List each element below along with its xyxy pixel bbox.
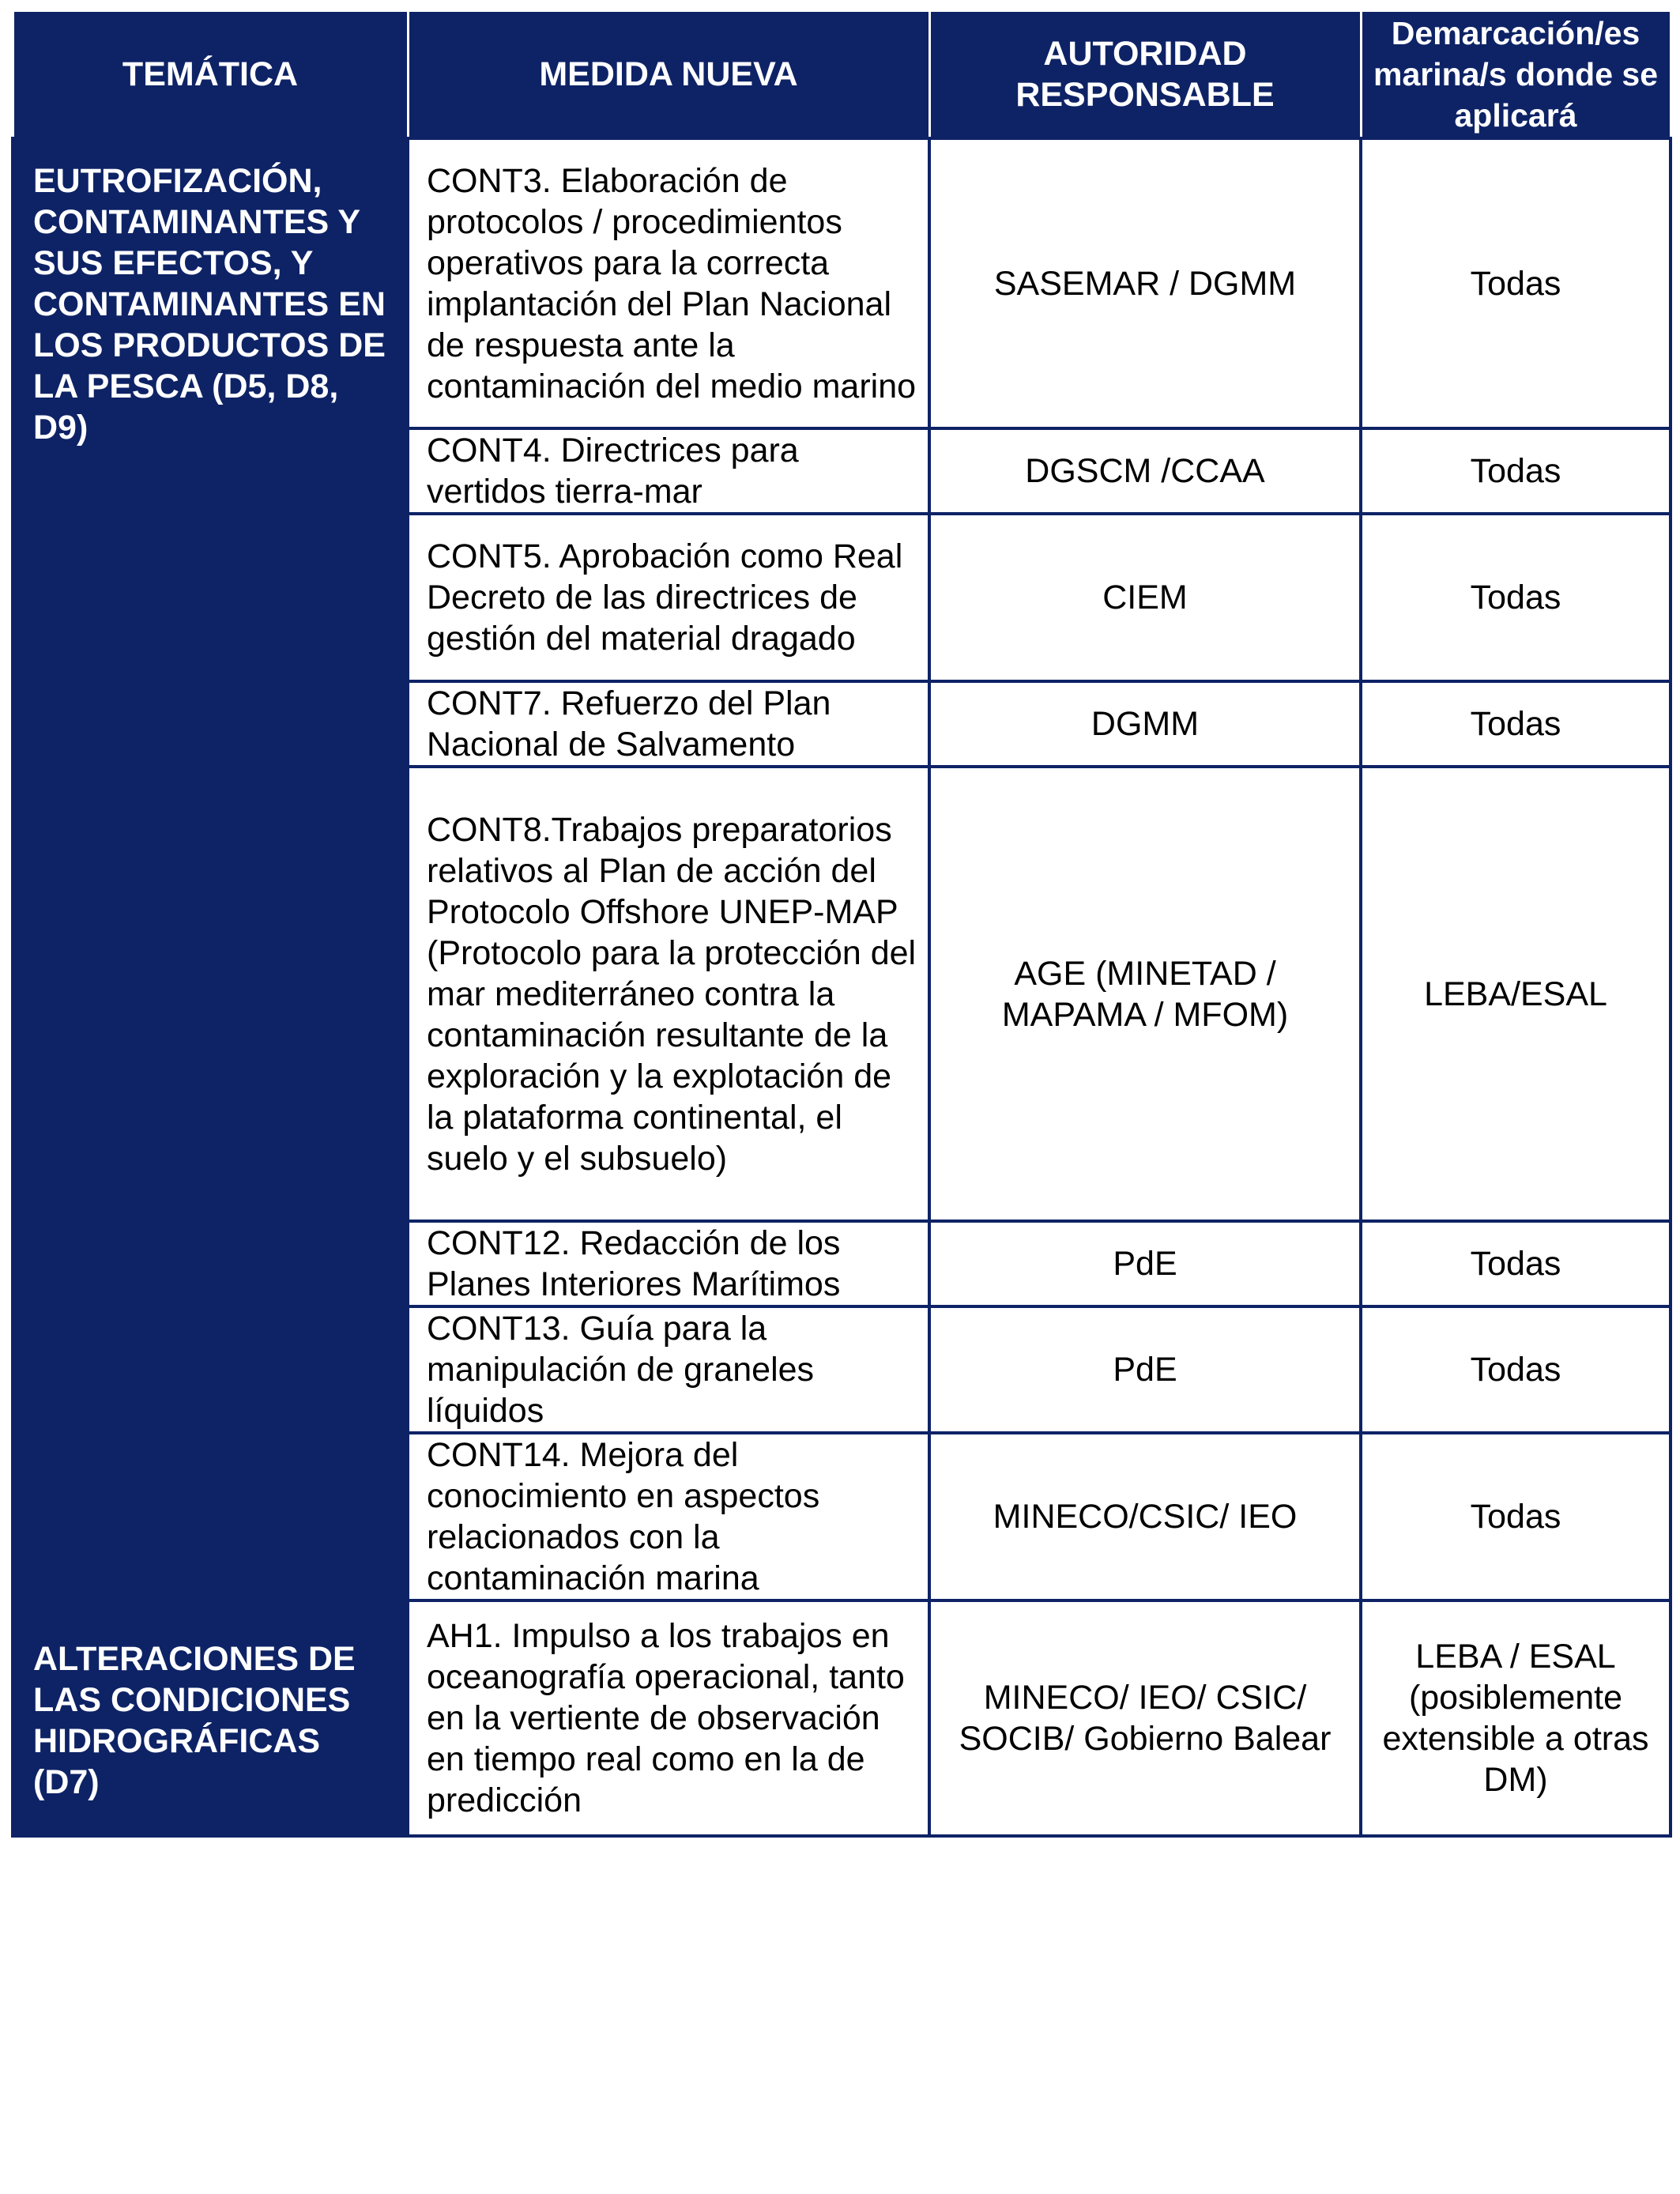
measure-cell: CONT8.Trabajos preparatorios relativos al Plan de acción del Protocolo Offshore UNEP-MAP (Protocolo para la protección del mar mediterráneo contra la contaminación resultante de la exploración y la explotación de la plataforma continental, el suelo y el subsuelo) [408, 767, 929, 1221]
authority-cell: CIEM [929, 514, 1361, 681]
demarcation-cell: LEBA/ESAL [1361, 767, 1671, 1221]
header-medida: MEDIDA NUEVA [408, 11, 929, 139]
measure-cell: CONT3. Elaboración de protocolos / procedimientos operativos para la correcta implantación del Plan Nacional de respuesta ante la contaminación del medio marino [408, 138, 929, 428]
demarcation-cell: Todas [1361, 1306, 1671, 1433]
authority-cell: SASEMAR / DGMM [929, 138, 1361, 428]
measure-cell: CONT5. Aprobación como Real Decreto de las directrices de gestión del material dragado [408, 514, 929, 681]
measure-cell: CONT7. Refuerzo del Plan Nacional de Salvamento [408, 681, 929, 767]
header-autoridad: AUTORIDAD RESPONSABLE [929, 11, 1361, 139]
demarcation-cell: Todas [1361, 1221, 1671, 1306]
header-tematica: TEMÁTICA [13, 11, 408, 139]
header-row [13, 11, 1671, 139]
table-row [13, 138, 1671, 428]
authority-cell: PdE [929, 1306, 1361, 1433]
authority-cell: DGMM [929, 681, 1361, 767]
measure-cell: AH1. Impulso a los trabajos en oceanografía operacional, tanto en la vertiente de observación en tiempo real como en la de predicción [408, 1600, 929, 1836]
measure-cell: CONT13. Guía para la manipulación de graneles líquidos [408, 1306, 929, 1433]
demarcation-cell: Todas [1361, 681, 1671, 767]
demarcation-cell: Todas [1361, 514, 1671, 681]
theme-cell: ALTERACIONES DE LAS CONDICIONES HIDROGRÁFICAS (D7) [13, 1600, 408, 1836]
authority-cell: MINECO/ IEO/ CSIC/ SOCIB/ Gobierno Balear [929, 1600, 1361, 1836]
authority-cell: PdE [929, 1221, 1361, 1306]
header-demarcacion: Demarcación/es marina/s donde se aplicará [1361, 11, 1671, 139]
authority-cell: AGE (MINETAD / MAPAMA / MFOM) [929, 767, 1361, 1221]
demarcation-cell: Todas [1361, 428, 1671, 514]
theme-cell: EUTROFIZACIÓN, CONTAMINANTES Y SUS EFECTOS, Y CONTAMINANTES EN LOS PRODUCTOS DE LA PESCA (D5, D8, D9) [13, 138, 408, 1600]
demarcation-cell: LEBA / ESAL (posiblemente extensible a otras DM) [1361, 1600, 1671, 1836]
demarcation-cell: Todas [1361, 1433, 1671, 1600]
demarcation-cell: Todas [1361, 138, 1671, 428]
measure-cell: CONT4. Directrices para vertidos tierra-mar [408, 428, 929, 514]
measure-cell: CONT14. Mejora del conocimiento en aspectos relacionados con la contaminación marina [408, 1433, 929, 1600]
table-row [13, 1600, 1671, 1836]
authority-cell: DGSCM /CCAA [929, 428, 1361, 514]
measure-cell: CONT12. Redacción de los Planes Interiores Marítimos [408, 1221, 929, 1306]
authority-cell: MINECO/CSIC/ IEO [929, 1433, 1361, 1600]
measures-table [11, 9, 1672, 1838]
